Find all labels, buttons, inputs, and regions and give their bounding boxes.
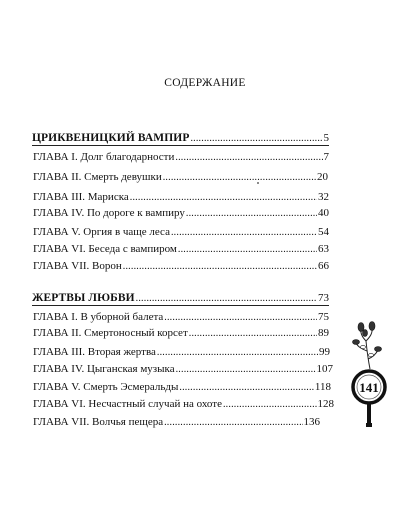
dot-leader (136, 292, 317, 306)
toc-chapter (33, 190, 329, 205)
dot-leader (164, 311, 317, 325)
toc-page-number: 99 (319, 346, 330, 358)
dot-leader (171, 226, 317, 240)
dot-leader (123, 260, 317, 274)
toc-chapter-label: ГЛАВА VII. Ворон (33, 260, 122, 272)
toc-chapter (33, 150, 329, 165)
toc-chapter-label: ГЛАВА II. Смерть девушки (33, 171, 162, 183)
toc-chapter (33, 380, 331, 395)
toc-page-number: 73 (318, 292, 329, 304)
toc-chapter-label: ГЛАВА II. Смертоносный корсет (33, 327, 188, 339)
toc-page-number: 40 (318, 207, 329, 219)
toc-page-number: 75 (318, 311, 329, 323)
toc-page-number: 107 (316, 363, 333, 375)
toc-chapter (33, 310, 329, 325)
toc-chapter (33, 206, 329, 221)
toc-chapter (33, 259, 329, 274)
toc-chapter (33, 345, 330, 360)
dot-leader (223, 398, 317, 412)
page-number: 141 (359, 380, 379, 395)
toc-chapter-label: ГЛАВА VI. Беседа с вампиром (33, 243, 177, 255)
dot-leader (157, 346, 318, 360)
dot-leader (176, 363, 316, 377)
dot-leader (175, 151, 322, 165)
toc-page-number: 128 (317, 398, 334, 410)
magnifier-badge-icon (340, 317, 400, 435)
dot-leader (179, 381, 314, 395)
dot-leader (130, 191, 317, 205)
toc-chapter-label: ГЛАВА IV. Цыганская музыка (33, 363, 175, 375)
toc-chapter (33, 170, 328, 185)
dot-leader (190, 132, 322, 146)
toc-page-number: 32 (318, 191, 329, 203)
toc-page-number: 89 (318, 327, 329, 339)
toc-page-number: 66 (318, 260, 329, 272)
toc-chapter-label: ГЛАВА III. Мариска (33, 191, 129, 203)
toc-page-number: 136 (303, 416, 320, 428)
toc-page-number: 118 (314, 381, 331, 393)
toc-part-title: ЖЕРТВЫ ЛЮБВИ (32, 292, 135, 304)
toc-chapter-label: ГЛАВА III. Вторая жертва (33, 346, 156, 358)
toc-chapter (33, 362, 333, 377)
dot-leader (164, 416, 302, 430)
dot-leader (163, 171, 316, 185)
toc-chapter-label: ГЛАВА VII. Волчья пещера (33, 416, 164, 428)
toc-page-number: 5 (323, 132, 329, 144)
toc-chapter-label: ГЛАВА V. Оргия в чаще леса (33, 226, 170, 238)
toc-page-number: 63 (318, 243, 329, 255)
toc-part-2 (32, 291, 329, 306)
toc-chapter-label: ГЛАВА I. В уборной балета (33, 311, 164, 323)
toc-chapter-label: ГЛАВА IV. По дороге к вампиру (33, 207, 185, 219)
toc-chapter (33, 242, 329, 257)
toc-title: СОДЕРЖАНИЕ (164, 77, 246, 89)
toc-chapter (33, 225, 329, 240)
toc-chapter (33, 326, 329, 341)
toc-page-number: 7 (323, 151, 329, 163)
toc-chapter-label: ГЛАВА VI. Несчастный случай на охоте (33, 398, 222, 410)
toc-chapter (33, 397, 334, 412)
dot-leader (186, 207, 317, 221)
toc-part-1 (32, 131, 329, 146)
toc-chapter (33, 415, 320, 430)
dot-leader (178, 243, 317, 257)
toc-part-title: ЦРИКВЕНИЦКИЙ ВАМПИР (32, 132, 190, 144)
dot-leader (189, 327, 317, 341)
toc-chapter-label: ГЛАВА V. Смерть Эсмеральды (33, 381, 179, 393)
part-divider-line (32, 305, 329, 306)
toc-chapter-label: ГЛАВА I. Долг благодарности (33, 151, 175, 163)
print-speck (257, 182, 259, 184)
toc-page-number: 54 (318, 226, 329, 238)
part-divider-line (32, 145, 329, 146)
toc-page-number: 20 (317, 171, 328, 183)
